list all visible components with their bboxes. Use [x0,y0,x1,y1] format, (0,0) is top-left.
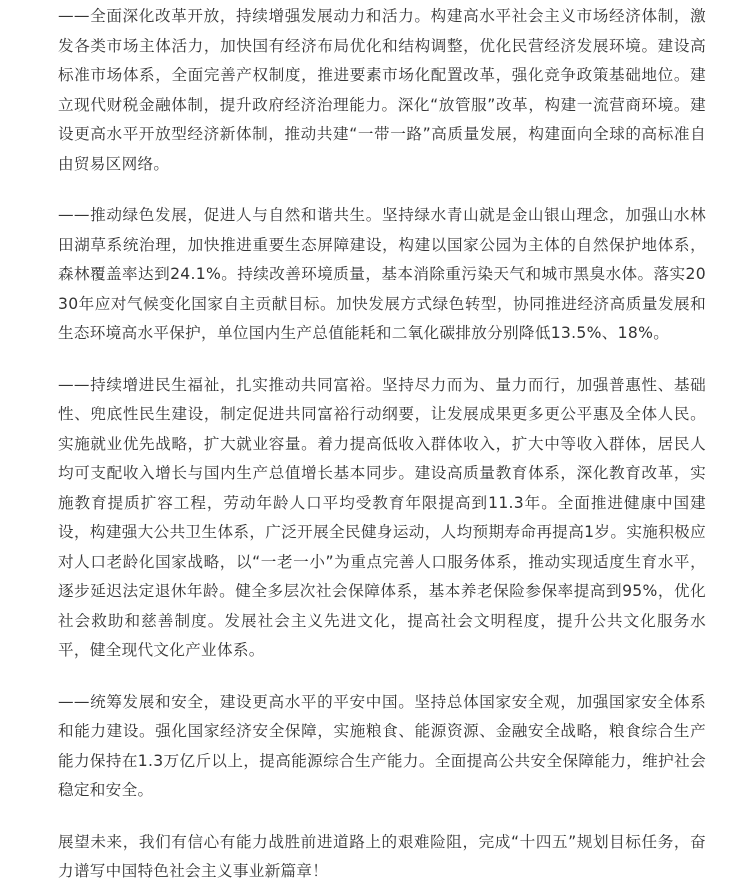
paragraph-outlook: 展望未来，我们有信心有能力战胜前进道路上的艰难险阻，完成“十四五”规划目标任务，奋力谱写中国特色社会主义事业新篇章！ [58,832,706,880]
paragraph-reform-opening: ——全面深化改革开放，持续增强发展动力和活力。构建高水平社会主义市场经济体制，激发各类市场主体活力，加快国有经济布局优化和结构调整，优化民营经济发展环境。建设高标准市场体系，全面完善产权制度，推进要素市场化配置改革，强化竞争政策基础地位。建立现代财税金融体制，提升政府经济治理能力。深化“放管服”改革，构建一流营商环境。建设更高水平开放型经济新体制，推动共建“一带一路”高质量发展，构建面向全球的高标准自由贸易区网络。 [58,7,706,173]
paragraph-security: ——统筹发展和安全，建设更高水平的平安中国。坚持总体国家安全观，加强国家安全体系和能力建设。强化国家经济安全保障，实施粮食、能源资源、金融安全战略，粮食综合生产能力保持在1.3万亿斤以上，提高能源综合生产能力。全面提高公共安全保障能力，维护社会稳定和安全。 [58,692,706,799]
paragraph-livelihood: ——持续增进民生福祉，扎实推动共同富裕。坚持尽力而为、量力而行，加强普惠性、基础性、兜底性民生建设，制定促进共同富裕行动纲要，让发展成果更多更公平惠及全体人民。实施就业优先战略，扩大就业容量。着力提高低收入群体收入，扩大中等收入群体，居民人均可支配收入增长与国内生产总值增长基本同步。建设高质量教育体系，深化教育改革，实施教育提质扩容工程，劳动年龄人口平均受教育年限提高到11.3年。全面推进健康中国建设，构建强大公共卫生体系，广泛开展全民健身运动，人均预期寿命再提高1岁。实施积极应对人口老龄化国家战略，以“一老一小”为重点完善人口服务体系，推动实现适度生育水平，逐步延迟法定退休年龄。健全多层次社会保障体系，基本养老保险参保率提高到95%，优化社会救助和慈善制度。发展社会主义先进文化，提高社会文明程度，提升公共文化服务水平，健全现代文化产业体系。 [58,375,706,659]
paragraph-green-development: ——推动绿色发展，促进人与自然和谐共生。坚持绿水青山就是金山银山理念，加强山水林田湖草系统治理，加快推进重要生态屏障建设，构建以国家公园为主体的自然保护地体系，森林覆盖率达到24.1%。持续改善环境质量，基本消除重污染天气和城市黑臭水体。落实2030年应对气候变化国家自主贡献目标。加快发展方式绿色转型，协同推进经济高质量发展和生态环境高水平保护，单位国内生产总值能耗和二氧化碳排放分别降低13.5%、18%。 [58,206,706,342]
